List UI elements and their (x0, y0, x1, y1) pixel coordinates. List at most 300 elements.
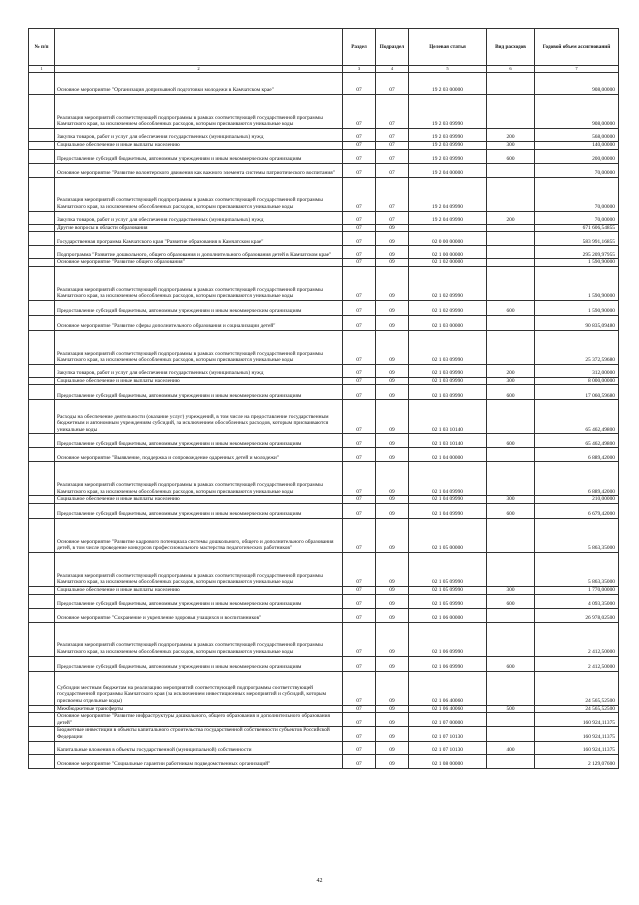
row-section: 07 (343, 622, 376, 656)
row-subsection: 09 (376, 503, 409, 518)
row-name: Предоставление субсидий бюджетным, автономным учреждениям и иным некоммерческим организациям (55, 503, 343, 518)
row-num (29, 518, 55, 552)
row-subsection: 09 (376, 608, 409, 622)
row-target: 02 1 06 00000 (409, 608, 487, 622)
row-name: Реализация мероприятий соответствующей подпрограммы в рамках соответствующей государственной программы Камчатского края, за исключением обособленных расходов, которым присваиваются уникальные коды (55, 330, 343, 364)
row-expense-type (487, 727, 535, 741)
row-num (29, 671, 55, 705)
row-name: Основное мероприятие "Развитие сферы дополнительного образования и социализации детей" (55, 315, 343, 330)
row-expense-type (487, 73, 535, 95)
row-name: Основное мероприятие "Развитие инфраструктуры дошкольного, общего образования и дополнительного образования детей" (55, 713, 343, 727)
row-target: 02 1 04 00000 (409, 448, 487, 462)
row-expense-type: 600 (487, 385, 535, 400)
row-amount: 70,00000 (535, 163, 619, 177)
row-amount: 908,00000 (535, 73, 619, 95)
row-amount: 5 863,35000 (535, 552, 619, 586)
row-subsection: 09 (376, 448, 409, 462)
row-amount: 65 462,49800 (535, 400, 619, 434)
row-section: 07 (343, 315, 376, 330)
row-expense-type: 600 (487, 656, 535, 671)
table-row (29, 518, 619, 552)
row-target: 02 1 03 09990 (409, 330, 487, 364)
row-expense-type: 300 (487, 142, 535, 150)
row-num (29, 385, 55, 400)
row-num (29, 594, 55, 608)
row-expense-type: 300 (487, 586, 535, 594)
table-row (29, 741, 619, 754)
row-expense-type: 500 (487, 705, 535, 713)
table-body (29, 73, 619, 769)
row-name: Расходы на обеспечение деятельности (оказание услуг) учреждений, в том числе на предоставление государственным бюджетным и автономным учреждениям субсидий, за исключением обособленных расходов, которым присваиваются уникальные коды (55, 400, 343, 434)
row-subsection: 09 (376, 671, 409, 705)
row-expense-type (487, 315, 535, 330)
budget-table-sheet (28, 28, 618, 769)
row-section: 07 (343, 727, 376, 741)
table-row (29, 259, 619, 267)
row-name: Субсидии местным бюджетам на реализацию мероприятий соответствующей подпрограммы соответствующей государственной программы Камчатского края (за исключением инвестиционных мероприятий и субсидий, которым присвоены отдельные коды) (55, 671, 343, 705)
table-row (29, 594, 619, 608)
row-target: 02 1 06 40060 (409, 705, 487, 713)
row-amount: 6 889,42000 (535, 448, 619, 462)
row-subsection: 09 (376, 713, 409, 727)
table-row (29, 496, 619, 504)
column-number: 7 (535, 66, 619, 73)
row-name: Реализация мероприятий соответствующей подпрограммы в рамках соответствующей государственной программы Камчатского края, за исключением обособленных расходов, которым присваиваются уникальные коды (55, 177, 343, 211)
row-target: 19 2 04 09990 (409, 177, 487, 211)
row-num (29, 232, 55, 246)
row-target (409, 224, 487, 232)
row-target: 02 1 05 09990 (409, 594, 487, 608)
row-amount: 90 835,09480 (535, 315, 619, 330)
row-expense-type: 200 (487, 364, 535, 377)
row-name: Реализация мероприятий соответствующей подпрограммы в рамках соответствующей государственной программы Камчатского края, за исключением обособленных расходов, которым присваиваются уникальные коды (55, 266, 343, 300)
row-amount: 140,00000 (535, 142, 619, 150)
table-row (29, 671, 619, 705)
row-subsection: 09 (376, 385, 409, 400)
row-target: 02 1 03 09990 (409, 385, 487, 400)
row-subsection: 07 (376, 73, 409, 95)
row-subsection: 09 (376, 246, 409, 259)
row-num (29, 608, 55, 622)
table-row (29, 149, 619, 163)
column-number: 6 (487, 66, 535, 73)
table-row (29, 448, 619, 462)
row-section: 07 (343, 142, 376, 150)
row-expense-type (487, 552, 535, 586)
row-amount: 160 924,11375 (535, 713, 619, 727)
row-section: 07 (343, 594, 376, 608)
row-subsection: 09 (376, 552, 409, 586)
row-expense-type (487, 608, 535, 622)
row-target: 19 2 03 09990 (409, 149, 487, 163)
table-row (29, 73, 619, 95)
row-amount: 295 209,97955 (535, 246, 619, 259)
row-name: Предоставление субсидий бюджетным, автономным учреждениям и иным некоммерческим организациям (55, 594, 343, 608)
row-name: Предоставление субсидий бюджетным, автономным учреждениям и иным некоммерческим организациям (55, 300, 343, 315)
row-expense-type (487, 330, 535, 364)
row-num (29, 211, 55, 224)
row-name: Закупка товаров, работ и услуг для обеспечения государственных (муниципальных) нужд (55, 129, 343, 142)
column-number: 3 (343, 66, 376, 73)
row-section: 07 (343, 300, 376, 315)
row-expense-type (487, 518, 535, 552)
row-expense-type (487, 671, 535, 705)
row-name: Закупка товаров, работ и услуг для обеспечения государственных (муниципальных) нужд (55, 364, 343, 377)
row-num (29, 224, 55, 232)
row-amount: 160 924,11375 (535, 741, 619, 754)
row-num (29, 259, 55, 267)
row-target: 02 1 03 09990 (409, 364, 487, 377)
row-subsection: 09 (376, 754, 409, 768)
row-num (29, 266, 55, 300)
row-amount: 200,00000 (535, 149, 619, 163)
row-subsection: 09 (376, 224, 409, 232)
column-number: 5 (409, 66, 487, 73)
row-num (29, 705, 55, 713)
row-name: Предоставление субсидий бюджетным, автономным учреждениям и иным некоммерческим организациям (55, 385, 343, 400)
row-amount: 6 889,42000 (535, 462, 619, 496)
header-target: Целевая статья (409, 29, 487, 66)
row-num (29, 177, 55, 211)
row-target: 19 2 03 09990 (409, 95, 487, 129)
row-expense-type: 600 (487, 434, 535, 448)
row-subsection: 09 (376, 741, 409, 754)
row-target: 02 1 07 00000 (409, 713, 487, 727)
row-amount: 568,00000 (535, 129, 619, 142)
row-section: 07 (343, 177, 376, 211)
row-target: 02 1 03 00000 (409, 315, 487, 330)
table-row (29, 177, 619, 211)
row-subsection: 07 (376, 129, 409, 142)
table-row (29, 315, 619, 330)
table-row (29, 462, 619, 496)
row-expense-type: 300 (487, 496, 535, 504)
table-row (29, 434, 619, 448)
row-name: Закупка товаров, работ и услуг для обеспечения государственных (муниципальных) нужд (55, 211, 343, 224)
row-amount: 1 590,90000 (535, 300, 619, 315)
row-name: Основное мероприятие "Развитие волонтерского движения как важного элемента системы патриотического воспитания" (55, 163, 343, 177)
row-target: 19 2 03 09990 (409, 129, 487, 142)
row-target: 02 1 07 10130 (409, 727, 487, 741)
row-expense-type (487, 400, 535, 434)
row-num (29, 246, 55, 259)
row-expense-type: 400 (487, 741, 535, 754)
table-row (29, 705, 619, 713)
row-name: Реализация мероприятий соответствующей подпрограммы в рамках соответствующей государственной программы Камчатского края, за исключением обособленных расходов, которым присваиваются уникальные коды (55, 622, 343, 656)
row-subsection: 09 (376, 462, 409, 496)
row-name: Основное мероприятие "Социальные гарантии работникам подведомственных организаций" (55, 754, 343, 768)
row-num (29, 503, 55, 518)
table-row (29, 266, 619, 300)
row-section: 07 (343, 232, 376, 246)
row-amount: 5 863,35000 (535, 518, 619, 552)
row-name: Государственная программа Камчатского края "Развитие образования в Камчатском крае" (55, 232, 343, 246)
row-subsection: 07 (376, 142, 409, 150)
row-expense-type (487, 259, 535, 267)
table-row (29, 129, 619, 142)
row-expense-type: 600 (487, 503, 535, 518)
row-subsection: 09 (376, 315, 409, 330)
row-name: Основное мероприятие "Развитие кадрового потенциала системы дошкольного, общего и дополнительного образования детей, в том числе проведение конкурсов профессионального мастерства педагогических работников" (55, 518, 343, 552)
row-name: Подпрограмма "Развитие дошкольного, общего образования и дополнительного образования детей в Камчатском крае" (55, 246, 343, 259)
row-subsection: 09 (376, 586, 409, 594)
column-number: 1 (29, 66, 55, 73)
row-num (29, 95, 55, 129)
row-section: 07 (343, 149, 376, 163)
row-section: 07 (343, 754, 376, 768)
row-expense-type: 200 (487, 211, 535, 224)
row-expense-type (487, 266, 535, 300)
table-row (29, 503, 619, 518)
row-expense-type (487, 163, 535, 177)
row-expense-type (487, 462, 535, 496)
row-expense-type (487, 713, 535, 727)
row-name: Предоставление субсидий бюджетным, автономным учреждениям и иным некоммерческим организациям (55, 149, 343, 163)
table-row (29, 586, 619, 594)
row-section: 07 (343, 671, 376, 705)
row-num (29, 713, 55, 727)
row-num (29, 448, 55, 462)
row-expense-type (487, 448, 535, 462)
row-amount: 4 093,35000 (535, 594, 619, 608)
row-section: 07 (343, 73, 376, 95)
row-expense-type: 600 (487, 594, 535, 608)
row-section: 07 (343, 259, 376, 267)
row-subsection: 09 (376, 364, 409, 377)
row-subsection: 09 (376, 434, 409, 448)
row-expense-type (487, 754, 535, 768)
row-target: 02 1 04 09990 (409, 496, 487, 504)
table-row (29, 377, 619, 385)
row-target: 19 2 03 00000 (409, 73, 487, 95)
row-section: 07 (343, 434, 376, 448)
row-name: Социальное обеспечение и иные выплаты населению (55, 586, 343, 594)
row-amount: 312,00000 (535, 364, 619, 377)
row-name: Реализация мероприятий соответствующей подпрограммы в рамках соответствующей государственной программы Камчатского края, за исключением обособленных расходов, которым присваиваются уникальные коды (55, 95, 343, 129)
row-target: 02 1 04 09990 (409, 462, 487, 496)
header-section: Раздел (343, 29, 376, 66)
table-row (29, 330, 619, 364)
row-name: Реализация мероприятий соответствующей подпрограммы в рамках соответствующей государственной программы Камчатского края, за исключением обособленных расходов, которым присваиваются уникальные коды (55, 462, 343, 496)
row-name: Межбюджетные трансферты (55, 705, 343, 713)
row-target: 02 1 02 09990 (409, 266, 487, 300)
row-section: 07 (343, 496, 376, 504)
row-amount: 25 372,59680 (535, 330, 619, 364)
row-section: 07 (343, 364, 376, 377)
row-expense-type (487, 177, 535, 211)
row-section: 07 (343, 224, 376, 232)
row-section: 07 (343, 400, 376, 434)
row-name: Предоставление субсидий бюджетным, автономным учреждениям и иным некоммерческим организациям (55, 656, 343, 671)
row-subsection: 07 (376, 211, 409, 224)
row-name: Другие вопросы в области образования (55, 224, 343, 232)
row-amount: 210,00000 (535, 496, 619, 504)
row-amount: 1 770,00000 (535, 586, 619, 594)
row-expense-type: 600 (487, 149, 535, 163)
row-target: 02 1 02 09990 (409, 300, 487, 315)
row-amount: 1 590,90000 (535, 266, 619, 300)
row-target: 02 1 08 00000 (409, 754, 487, 768)
row-target: 02 1 05 09990 (409, 552, 487, 586)
row-target: 02 0 00 00000 (409, 232, 487, 246)
row-amount: 8 000,00000 (535, 377, 619, 385)
row-amount: 17 060,59680 (535, 385, 619, 400)
table-row (29, 713, 619, 727)
row-subsection: 09 (376, 330, 409, 364)
table-row (29, 727, 619, 741)
table-row (29, 608, 619, 622)
row-amount: 160 924,11375 (535, 727, 619, 741)
row-subsection: 09 (376, 300, 409, 315)
row-section: 07 (343, 713, 376, 727)
row-num (29, 754, 55, 768)
row-name: Социальное обеспечение и иные выплаты населению (55, 142, 343, 150)
row-target: 02 1 05 09990 (409, 586, 487, 594)
table-row (29, 400, 619, 434)
row-section: 07 (343, 552, 376, 586)
row-num (29, 163, 55, 177)
table-row (29, 552, 619, 586)
row-subsection: 09 (376, 705, 409, 713)
row-subsection: 07 (376, 149, 409, 163)
header-num: № п/п (29, 29, 55, 66)
row-num (29, 377, 55, 385)
row-amount: 2 412,50000 (535, 656, 619, 671)
row-amount: 6 679,42000 (535, 503, 619, 518)
row-section: 07 (343, 330, 376, 364)
header-expense-type: Вид расходов (487, 29, 535, 66)
row-subsection: 09 (376, 259, 409, 267)
row-section: 07 (343, 608, 376, 622)
row-amount: 2 412,50000 (535, 622, 619, 656)
row-expense-type (487, 95, 535, 129)
row-section: 07 (343, 129, 376, 142)
row-section: 07 (343, 586, 376, 594)
row-name: Социальное обеспечение и иные выплаты населению (55, 377, 343, 385)
row-num (29, 73, 55, 95)
row-num (29, 656, 55, 671)
row-subsection: 09 (376, 400, 409, 434)
row-name: Предоставление субсидий бюджетным, автономным учреждениям и иным некоммерческим организациям (55, 434, 343, 448)
row-name: Основное мероприятие "Развитие общего образования" (55, 259, 343, 267)
header-row (29, 29, 619, 66)
row-target: 02 1 06 40060 (409, 671, 487, 705)
table-row (29, 622, 619, 656)
row-amount: 70,00000 (535, 211, 619, 224)
row-num (29, 330, 55, 364)
row-amount: 24 565,52500 (535, 671, 619, 705)
row-target: 19 2 04 09990 (409, 211, 487, 224)
row-section: 07 (343, 741, 376, 754)
table-row (29, 232, 619, 246)
budget-table (28, 28, 619, 769)
row-section: 07 (343, 462, 376, 496)
row-subsection: 09 (376, 727, 409, 741)
row-expense-type (487, 224, 535, 232)
row-target: 02 1 06 09990 (409, 656, 487, 671)
row-num (29, 727, 55, 741)
row-expense-type (487, 246, 535, 259)
row-section: 07 (343, 95, 376, 129)
table-row (29, 300, 619, 315)
row-subsection: 09 (376, 518, 409, 552)
row-section: 07 (343, 266, 376, 300)
header-amount: Годовой объем ассигнований (535, 29, 619, 66)
row-expense-type (487, 232, 535, 246)
row-name: Основное мероприятие "Выявление, поддержка и сопровождение одаренных детей и молодежи" (55, 448, 343, 462)
row-subsection: 07 (376, 163, 409, 177)
row-expense-type: 300 (487, 377, 535, 385)
row-subsection: 07 (376, 95, 409, 129)
row-num (29, 462, 55, 496)
row-target: 02 1 03 10140 (409, 434, 487, 448)
row-num (29, 622, 55, 656)
row-target: 02 1 03 09990 (409, 377, 487, 385)
row-num (29, 315, 55, 330)
row-section: 07 (343, 163, 376, 177)
header-name (55, 29, 343, 66)
table-row (29, 754, 619, 768)
row-section: 07 (343, 503, 376, 518)
table-row (29, 95, 619, 129)
row-expense-type: 200 (487, 129, 535, 142)
row-num (29, 552, 55, 586)
column-number: 2 (55, 66, 343, 73)
row-target: 02 1 04 09990 (409, 503, 487, 518)
row-num (29, 364, 55, 377)
table-row (29, 211, 619, 224)
row-name: Основное мероприятие "Организация допризывной подготовки молодежи в Камчатском крае" (55, 73, 343, 95)
row-num (29, 142, 55, 150)
row-amount: 908,00000 (535, 95, 619, 129)
row-num (29, 496, 55, 504)
table-row (29, 246, 619, 259)
row-name: Основное мероприятие "Сохранение и укрепление здоровья учащихся и воспитанников" (55, 608, 343, 622)
row-num (29, 129, 55, 142)
row-section: 07 (343, 656, 376, 671)
page-number: 42 (316, 878, 323, 884)
row-num (29, 400, 55, 434)
row-section: 07 (343, 385, 376, 400)
row-target: 02 1 00 00000 (409, 246, 487, 259)
row-section: 07 (343, 246, 376, 259)
row-subsection: 09 (376, 622, 409, 656)
row-section: 07 (343, 448, 376, 462)
row-target: 02 1 03 10140 (409, 400, 487, 434)
row-target: 02 1 06 09990 (409, 622, 487, 656)
column-number: 4 (376, 66, 409, 73)
table-row (29, 385, 619, 400)
row-subsection: 07 (376, 177, 409, 211)
row-name: Социальное обеспечение и иные выплаты населению (55, 496, 343, 504)
row-name: Бюджетные инвестиции в объекты капитального строительства государственной собственности субъектов Российской Федерации (55, 727, 343, 741)
row-section: 07 (343, 518, 376, 552)
row-amount: 1 590,90000 (535, 259, 619, 267)
table-row (29, 224, 619, 232)
row-amount: 2 129,07600 (535, 754, 619, 768)
row-target: 02 1 02 00000 (409, 259, 487, 267)
table-row (29, 142, 619, 150)
row-amount: 583 991,16855 (535, 232, 619, 246)
row-section: 07 (343, 705, 376, 713)
row-num (29, 586, 55, 594)
row-amount: 26 978,02500 (535, 608, 619, 622)
row-target: 02 1 05 00000 (409, 518, 487, 552)
row-num (29, 741, 55, 754)
row-subsection: 09 (376, 377, 409, 385)
row-target: 02 1 07 10130 (409, 741, 487, 754)
table-row (29, 656, 619, 671)
